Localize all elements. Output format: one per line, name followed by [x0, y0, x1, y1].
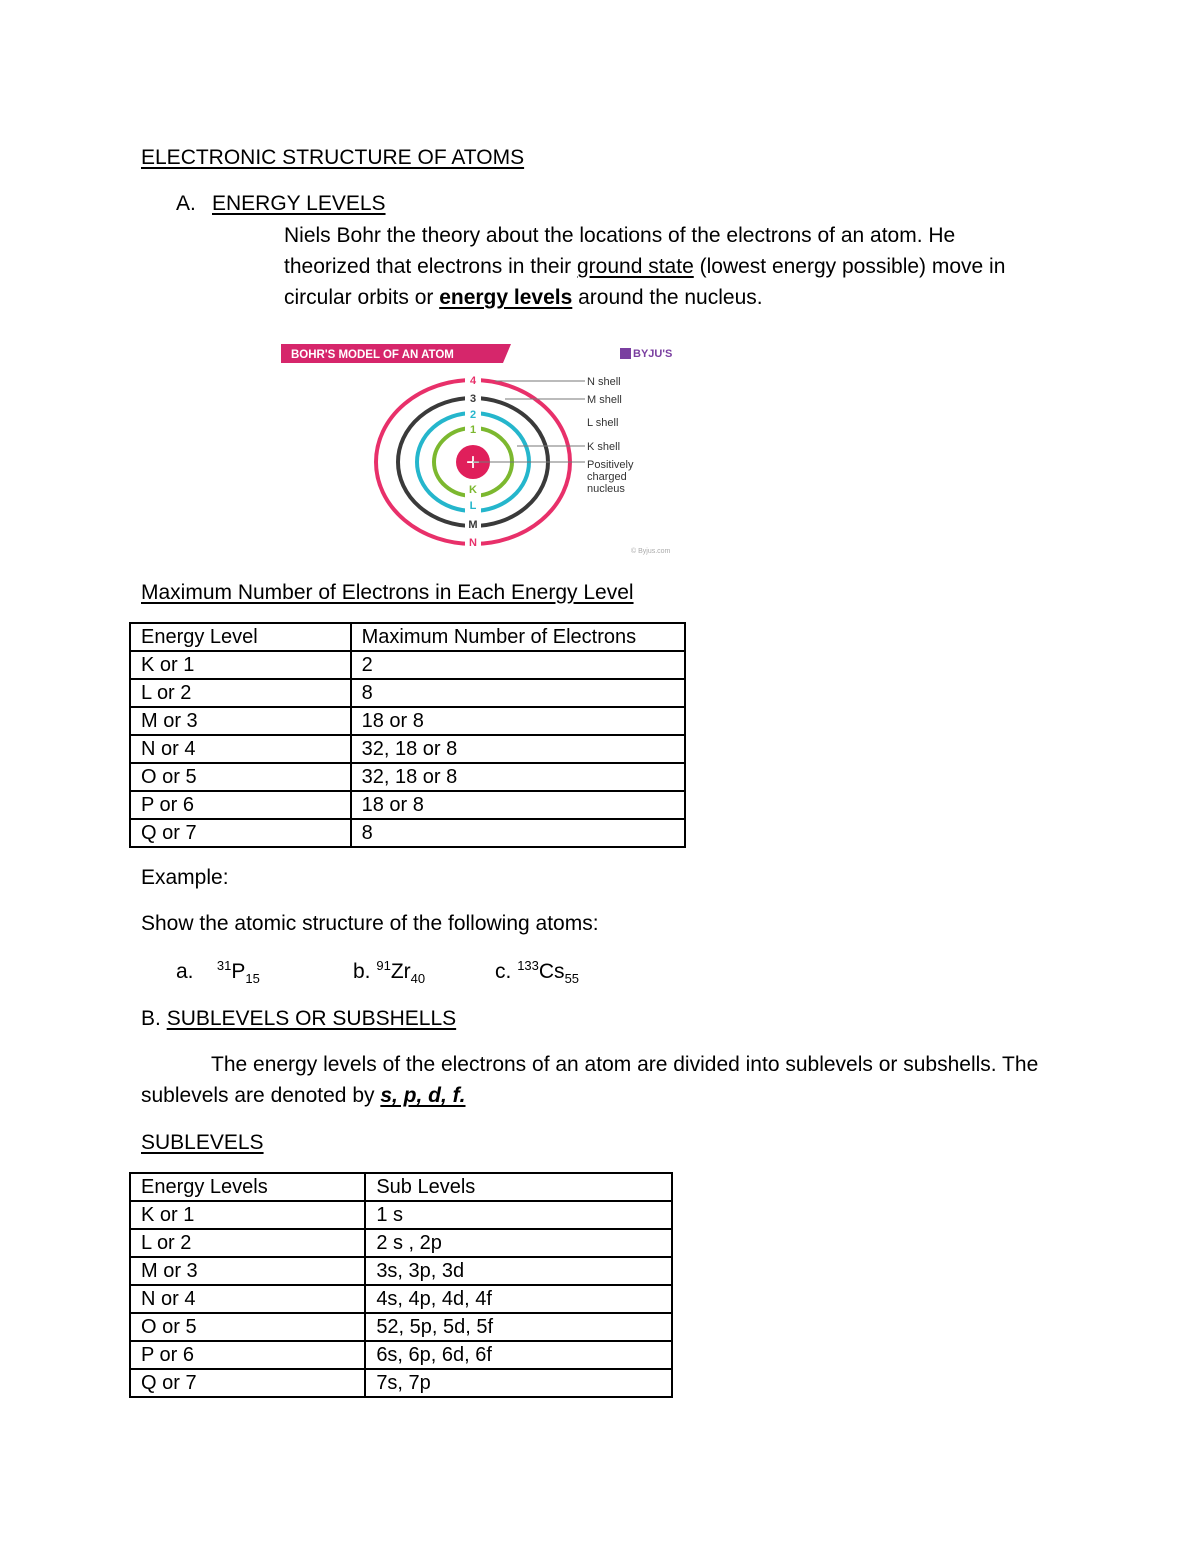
shell-number-4: 4: [469, 375, 477, 387]
table-header-row: [130, 623, 685, 651]
table-cell: 52, 5p, 5d, 5f: [365, 1313, 672, 1341]
table-cell: 8: [351, 679, 685, 707]
example-item-b: [353, 956, 425, 987]
section-b-heading: SUBLEVELS OR SUBSHELLS: [166, 1007, 457, 1030]
table-row: [130, 791, 685, 819]
mass-number: 91: [376, 958, 391, 973]
table-cell: 3s, 3p, 3d: [365, 1257, 672, 1285]
table-row: [130, 1341, 672, 1369]
section-b-line-1: The energy levels of the electrons of an atom are divided into sublevels or subshells. The: [211, 1053, 1039, 1076]
table-cell: O or 5: [130, 763, 351, 791]
item-marker: a.: [176, 960, 194, 983]
shell-letter-m: M: [468, 519, 478, 531]
element-symbol: Cs: [538, 960, 565, 983]
table-row: [130, 1229, 672, 1257]
table-cell: P or 6: [130, 1341, 365, 1369]
table-row: [130, 1369, 672, 1397]
l-shell-label: L shell: [587, 417, 619, 429]
section-a-line-1: Niels Bohr the theory about the locations of the electrons of an atom. He: [284, 224, 956, 247]
table-cell: Q or 7: [130, 819, 351, 847]
table-cell: 2 s , 2p: [365, 1229, 672, 1257]
energy-levels-term: energy levels: [439, 286, 573, 309]
nucleus-label-line-3: nucleus: [587, 483, 625, 495]
atomic-number: 15: [245, 971, 260, 987]
example-item-c: [495, 956, 579, 987]
table-cell: 18 or 8: [351, 791, 685, 819]
header-cell: Energy Level: [130, 623, 351, 651]
max-electrons-caption: Maximum Number of Electrons in Each Energy Level: [141, 581, 634, 604]
shell-number-1: 1: [469, 424, 477, 436]
line-3-post: around the nucleus.: [572, 286, 763, 309]
element-symbol: P: [231, 960, 246, 983]
sublevels-table: [129, 1172, 673, 1398]
table-row: [130, 819, 685, 847]
table-cell: 8: [351, 819, 685, 847]
shell-number-2: 2: [469, 409, 477, 421]
brand-logo-icon: [620, 348, 631, 359]
table-cell: 18 or 8: [351, 707, 685, 735]
table-cell: M or 3: [130, 707, 351, 735]
table-cell: 32, 18 or 8: [351, 735, 685, 763]
sublevels-caption: SUBLEVELS: [141, 1131, 264, 1154]
table-row: [130, 1257, 672, 1285]
header-cell: Maximum Number of Electrons: [351, 623, 685, 651]
nucleus-label-line-1: Positively: [587, 459, 634, 471]
mass-number: 133: [517, 958, 539, 973]
spdf-term: s, p, d, f.: [380, 1084, 466, 1107]
line-2-pre: theorized that electrons in their: [284, 255, 577, 278]
item-marker: b.: [353, 960, 371, 983]
n-shell-label: N shell: [587, 376, 621, 388]
shell-number-3: 3: [469, 393, 477, 405]
table-row: [130, 735, 685, 763]
k-shell-label: K shell: [587, 441, 621, 453]
table-cell: N or 4: [130, 735, 351, 763]
table-cell: K or 1: [130, 1201, 365, 1229]
nucleus-label-line-2: charged: [587, 471, 627, 483]
table-cell: L or 2: [130, 1229, 365, 1257]
table-cell: P or 6: [130, 791, 351, 819]
brand-text: BYJU'S: [633, 348, 673, 360]
example-prompt: Show the atomic structure of the following atoms:: [141, 912, 599, 935]
table-cell: K or 1: [130, 651, 351, 679]
shell-letter-n: N: [469, 537, 477, 549]
item-marker: c.: [495, 960, 512, 983]
table-cell: N or 4: [130, 1285, 365, 1313]
table-row: [130, 707, 685, 735]
table-row: [130, 1313, 672, 1341]
nucleus-plus-icon: +: [465, 449, 481, 476]
line-2-post: (lowest energy possible) move in: [693, 255, 1006, 278]
section-a-line-3: [284, 282, 763, 313]
section-b-marker: B.: [141, 1007, 161, 1030]
table-row: [130, 1285, 672, 1313]
table-cell: O or 5: [130, 1313, 365, 1341]
section-b-line-2-pre: sublevels are denoted by: [141, 1084, 381, 1107]
mass-number: 31: [216, 958, 232, 973]
bohr-model-figure: [281, 341, 681, 556]
element-symbol: Zr: [390, 960, 411, 983]
table-cell: 6s, 6p, 6d, 6f: [365, 1341, 672, 1369]
header-cell: Energy Levels: [130, 1173, 365, 1201]
line-3-pre: circular orbits or: [284, 286, 440, 309]
example-item-a: [176, 956, 260, 987]
table-row: [130, 763, 685, 791]
section-b-title: [141, 1003, 456, 1034]
table-row: [130, 679, 685, 707]
section-b-line-2: [141, 1080, 466, 1111]
banner-text: BOHR'S MODEL OF AN ATOM: [291, 349, 454, 361]
page-title: ELECTRONIC STRUCTURE OF ATOMS: [141, 146, 525, 169]
max-electrons-table: [129, 622, 686, 848]
ground-state-term: ground state: [577, 255, 694, 278]
table-cell: 32, 18 or 8: [351, 763, 685, 791]
header-cell: Sub Levels: [365, 1173, 672, 1201]
table-cell: L or 2: [130, 679, 351, 707]
table-cell: 1 s: [365, 1201, 672, 1229]
atomic-number: 40: [410, 971, 426, 987]
table-cell: 4s, 4p, 4d, 4f: [365, 1285, 672, 1313]
section-a-marker: A.: [176, 192, 196, 215]
section-a-heading: ENERGY LEVELS: [212, 192, 386, 215]
table-row: [130, 651, 685, 679]
figure-credit: © Byjus.com: [631, 548, 671, 555]
table-cell: 2: [351, 651, 685, 679]
example-label: Example:: [141, 866, 229, 889]
section-a-line-2: [284, 251, 1005, 282]
table-cell: 7s, 7p: [365, 1369, 672, 1397]
table-cell: Q or 7: [130, 1369, 365, 1397]
shell-letter-l: L: [469, 500, 477, 512]
bohr-model-diagram: [281, 341, 681, 556]
table-cell: M or 3: [130, 1257, 365, 1285]
atomic-number: 55: [564, 971, 580, 987]
table-header-row: [130, 1173, 672, 1201]
shell-letter-k: K: [469, 484, 477, 496]
table-row: [130, 1201, 672, 1229]
m-shell-label: M shell: [587, 394, 622, 406]
